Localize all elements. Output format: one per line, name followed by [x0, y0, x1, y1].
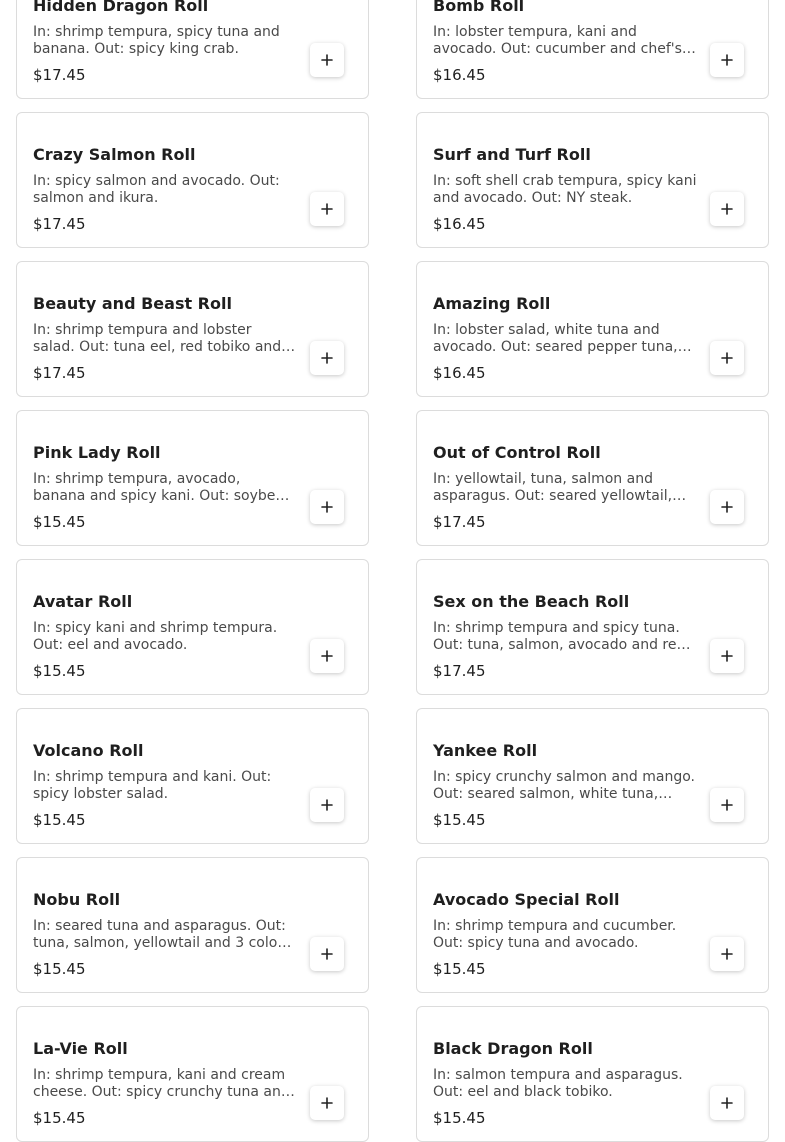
- plus-icon: [321, 352, 333, 364]
- menu-item-card[interactable]: [16, 410, 369, 546]
- menu-item-name: Surf and Turf Roll: [433, 145, 591, 164]
- menu-item-name: Out of Control Roll: [433, 443, 601, 462]
- menu-item-name: Amazing Roll: [433, 294, 551, 313]
- add-to-cart-button[interactable]: [710, 937, 744, 971]
- add-to-cart-button[interactable]: [310, 937, 344, 971]
- plus-icon: [721, 1097, 733, 1109]
- menu-item-description: In: shrimp tempura and lobster salad. Out: tuna eel, red tobiko and: [33, 322, 282, 355]
- plus-icon: [721, 501, 733, 513]
- menu-item-description: In: shrimp tempura, spicy tuna and banana. Out: spicy king crab.: [33, 24, 280, 57]
- menu-item-description: In: spicy crunchy salmon and mango. Out: seared salmon, white tuna,: [433, 769, 696, 802]
- menu-item-price: $15.45: [33, 513, 86, 531]
- menu-item-price: $15.45: [33, 1109, 86, 1127]
- add-to-cart-button[interactable]: [310, 43, 344, 77]
- menu-item-name: Nobu Roll: [33, 890, 121, 909]
- menu-item-description: In: shrimp tempura and kani. Out: spicy lobster salad.: [33, 769, 272, 802]
- menu-item-card[interactable]: [416, 1006, 769, 1142]
- menu-item-price: $17.45: [433, 513, 486, 531]
- plus-icon: [721, 650, 733, 662]
- menu-item-grid: [16, 0, 769, 1142]
- menu-item-card[interactable]: [16, 559, 369, 695]
- menu-item-price: $17.45: [33, 215, 86, 233]
- plus-icon: [321, 501, 333, 513]
- menu-item-price: $17.45: [33, 66, 86, 84]
- add-to-cart-button[interactable]: [310, 192, 344, 226]
- plus-icon: [321, 650, 333, 662]
- add-to-cart-button[interactable]: [710, 1086, 744, 1120]
- menu-item-name: La-Vie Roll: [33, 1039, 128, 1058]
- menu-item-name: Bomb Roll: [433, 0, 525, 15]
- menu-item-card[interactable]: [16, 112, 369, 248]
- menu-item-card[interactable]: [16, 857, 369, 993]
- menu-item-price: $15.45: [33, 960, 86, 978]
- menu-item-card[interactable]: [16, 0, 369, 99]
- menu-item-price: $17.45: [33, 364, 86, 382]
- menu-item-name: Sex on the Beach Roll: [433, 592, 630, 611]
- menu-item-card[interactable]: [416, 112, 769, 248]
- menu-item-card[interactable]: [16, 261, 369, 397]
- menu-item-description: In: shrimp tempura and spicy tuna. Out: tuna, salmon, avocado and red: [433, 620, 686, 653]
- menu-item-name: Avatar Roll: [33, 592, 133, 611]
- menu-item-price: $15.45: [433, 811, 486, 829]
- menu-item-name: Beauty and Beast Roll: [33, 294, 232, 313]
- add-to-cart-button[interactable]: [710, 192, 744, 226]
- menu-item-name: Avocado Special Roll: [433, 890, 620, 909]
- menu-item-price: $16.45: [433, 66, 486, 84]
- menu-item-card[interactable]: [416, 559, 769, 695]
- menu-item-card[interactable]: [16, 1006, 369, 1142]
- menu-item-price: $17.45: [433, 662, 486, 680]
- menu-item-description: In: shrimp tempura and cucumber. Out: spicy tuna and avocado.: [433, 918, 677, 951]
- add-to-cart-button[interactable]: [710, 639, 744, 673]
- menu-item-price: $16.45: [433, 215, 486, 233]
- menu-item-name: Pink Lady Roll: [33, 443, 161, 462]
- menu-item-name: Crazy Salmon Roll: [33, 145, 196, 164]
- plus-icon: [721, 948, 733, 960]
- plus-icon: [721, 352, 733, 364]
- menu-item-card[interactable]: [16, 708, 369, 844]
- plus-icon: [721, 799, 733, 811]
- menu-item-description: In: seared tuna and asparagus. Out: tuna, salmon, yellowtail and 3 color: [33, 918, 286, 951]
- menu-item-price: $15.45: [33, 662, 86, 680]
- menu-item-description: In: yellowtail, tuna, salmon and asparagus. Out: seared yellowtail,: [433, 471, 673, 504]
- menu-item-name: Hidden Dragon Roll: [33, 0, 209, 15]
- menu-item-name: Yankee Roll: [433, 741, 538, 760]
- plus-icon: [721, 54, 733, 66]
- menu-item-description: In: shrimp tempura, kani and cream cheese. Out: spicy crunchy tuna and: [33, 1067, 290, 1100]
- add-to-cart-button[interactable]: [710, 788, 744, 822]
- plus-icon: [321, 203, 333, 215]
- menu-item-description: In: spicy salmon and avocado. Out: salmon and ikura.: [33, 173, 280, 206]
- menu-item-description: In: spicy kani and shrimp tempura. Out: eel and avocado.: [33, 620, 278, 653]
- add-to-cart-button[interactable]: [310, 341, 344, 375]
- plus-icon: [321, 1097, 333, 1109]
- add-to-cart-button[interactable]: [310, 639, 344, 673]
- plus-icon: [721, 203, 733, 215]
- menu-item-card[interactable]: [416, 261, 769, 397]
- menu-item-description: In: salmon tempura and asparagus. Out: eel and black tobiko.: [433, 1067, 683, 1100]
- menu-item-description: In: lobster tempura, kani and avocado. Out: cucumber and chef's: [433, 24, 682, 57]
- menu-item-price: $15.45: [433, 960, 486, 978]
- menu-item-name: Black Dragon Roll: [433, 1039, 593, 1058]
- plus-icon: [321, 799, 333, 811]
- menu-item-card[interactable]: [416, 857, 769, 993]
- add-to-cart-button[interactable]: [310, 788, 344, 822]
- menu-item-card[interactable]: [416, 0, 769, 99]
- add-to-cart-button[interactable]: [710, 490, 744, 524]
- menu-item-price: $15.45: [433, 1109, 486, 1127]
- menu-item-description: In: soft shell crab tempura, spicy kani and avocado. Out: NY steak.: [433, 173, 697, 206]
- add-to-cart-button[interactable]: [310, 1086, 344, 1120]
- plus-icon: [321, 948, 333, 960]
- add-to-cart-button[interactable]: [310, 490, 344, 524]
- plus-icon: [321, 54, 333, 66]
- menu-item-card[interactable]: [416, 708, 769, 844]
- menu-item-description: In: lobster salad, white tuna and avocado. Out: seared pepper tuna,: [433, 322, 678, 355]
- menu-item-price: $16.45: [433, 364, 486, 382]
- menu-item-card[interactable]: [416, 410, 769, 546]
- menu-item-price: $15.45: [33, 811, 86, 829]
- menu-item-description: In: shrimp tempura, avocado, banana and spicy kani. Out: soybean: [33, 471, 293, 504]
- add-to-cart-button[interactable]: [710, 43, 744, 77]
- add-to-cart-button[interactable]: [710, 341, 744, 375]
- menu-item-name: Volcano Roll: [33, 741, 144, 760]
